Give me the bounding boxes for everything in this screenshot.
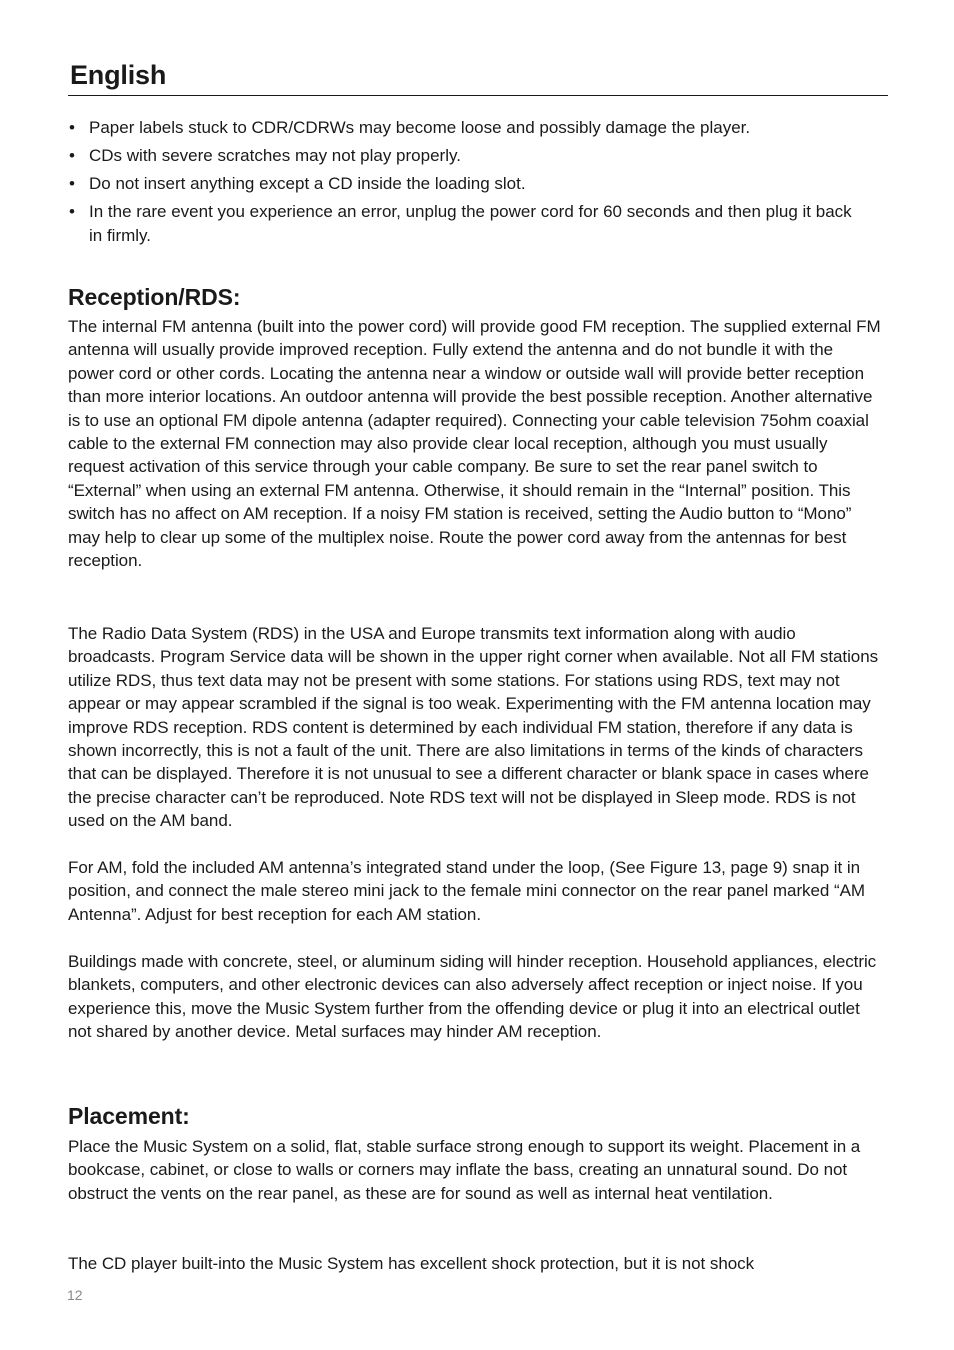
reception-paragraph-rds: The Radio Data System (RDS) in the USA and Europe transmits text information along with audio broadcasts. Program Service data will be shown in the upper right corner when available. Not all FM stations utilize RDS, thus text data may not be present with some stations. For stations using RDS, text may not appear or may appear scrambled if the signal is too weak. Experimenting with the FM antenna location may improve RDS reception. RDS content is determined by each individual FM station, therefore if any data is shown incorrectly, this is not a fault of the unit. There are also limitations in terms of the kinds of characters that can be displayed. Therefore it is not unusual to see a different character or blank space in cases where the precise character can’t be reproduced. Note RDS text will not be displayed in Sleep mode. RDS is not used on the AM band. <box>68 624 879 831</box>
bullet-icon: • <box>69 146 75 165</box>
reception-paragraph-fm: The internal FM antenna (built into the power cord) will provide good FM reception. The supplied external FM antenna will usually provide improved reception. Fully extend the antenna and do not bundle it with the power cord or other cords. Locating the antenna near a window or outside wall will provide better reception than more interior locations. An outdoor antenna will provide the best possible reception. Another alternative is to use an optional FM dipole antenna (adapter required). Connecting your cable television 75ohm coaxial cable to the external FM connection may also provide clear local reception, although you must usually request activation of this service through your cable company. Be sure to set the rear panel switch to “External” when using an external FM antenna. Otherwise, it should remain in the “Internal” position. This switch has no affect on AM reception. If a noisy FM station is received, setting the Audio button to “Mono” may help to clear up some of the multiplex noise. Route the power cord away from the antennas for best reception. <box>68 317 881 571</box>
placement-paragraph-surface: Place the Music System on a solid, flat, stable surface strong enough to support its weight. Placement in a bookcase, cabinet, or close to walls or corners may inflate the bass, creating an unnatural sound. Do not obstruct the vents on the rear panel, as these are for sound as well as internal heat ventilation. <box>68 1137 861 1203</box>
list-item <box>68 116 868 140</box>
list-item <box>68 144 868 168</box>
placement-heading: Placement: <box>68 1103 190 1129</box>
list-item-text: Paper labels stuck to CDR/CDRWs may become loose and possibly damage the player. <box>89 118 751 137</box>
bullet-icon: • <box>69 202 75 221</box>
list-item <box>68 172 868 196</box>
reception-paragraph-am: For AM, fold the included AM antenna’s integrated stand under the loop, (See Figure 13, page 9) snap it in position, and connect the male stereo mini jack to the female mini connector on the rear panel marked “AM Antenna”. Adjust for best reception for each AM station. <box>68 858 865 924</box>
list-item-text: Do not insert anything except a CD inside the loading slot. <box>89 174 526 193</box>
page-header <box>68 58 888 96</box>
precautions-list <box>68 116 868 252</box>
bullet-icon: • <box>69 174 75 193</box>
list-item-text: In the rare event you experience an error, unplug the power cord for 60 seconds and then plug it back in firmly. <box>89 202 852 245</box>
list-item-text: CDs with severe scratches may not play properly. <box>89 146 461 165</box>
reception-heading: Reception/RDS: <box>68 284 241 310</box>
page-number: 12 <box>67 1287 83 1303</box>
bullet-icon: • <box>69 118 75 137</box>
list-item <box>68 200 868 247</box>
reception-paragraph-interference: Buildings made with concrete, steel, or aluminum siding will hinder reception. Household appliances, electric blankets, computers, and other electronic devices can also adversely affect reception or inject noise. If you experience this, move the Music System further from the offending device or plug it into an electrical outlet not shared by another device. Metal surfaces may hinder AM reception. <box>68 952 877 1042</box>
placement-paragraph-shock: The CD player built-into the Music System has excellent shock protection, but it is not shock <box>68 1254 755 1273</box>
language-title: English <box>70 60 167 90</box>
